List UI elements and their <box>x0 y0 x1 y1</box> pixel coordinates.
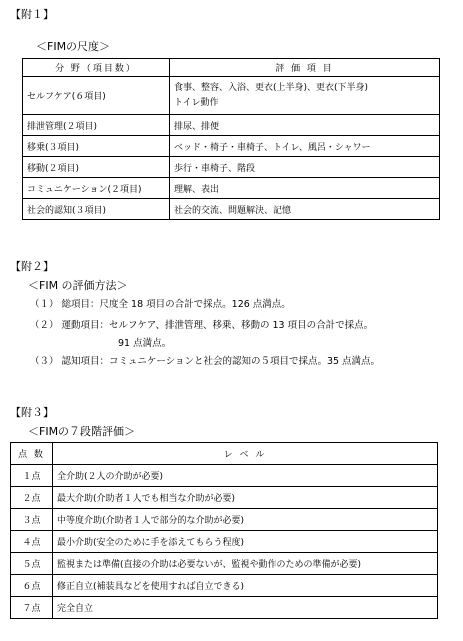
table-row <box>11 509 438 531</box>
items-cell: ベッド・椅子・車椅子、トイレ、風呂・シャワー <box>170 136 440 157</box>
field-cell: コミュニケーション(２項目) <box>23 178 170 199</box>
table-row <box>23 157 440 178</box>
table-row <box>23 199 440 220</box>
table-row <box>11 531 438 553</box>
score-cell: ４点 <box>11 531 53 553</box>
score-cell: ３点 <box>11 509 53 531</box>
level-cell: 最小介助(安全のために手を添えてもらう程度) <box>53 531 438 553</box>
appendix3-heading: 【附３】 <box>10 406 54 419</box>
header-score: 点 数 <box>11 443 53 465</box>
appendix2-subtitle: ＜FIM の評価方法＞ <box>28 279 128 292</box>
level-cell: 全介助(２人の介助が必要) <box>53 465 438 487</box>
score-cell: ５点 <box>11 553 53 575</box>
header-field: 分 野（項目数） <box>23 59 170 77</box>
items-line-1: 食事、整容、入浴、更衣(上半身)、更衣(下半身) <box>174 82 369 93</box>
table-header-row <box>23 59 440 77</box>
table-row <box>11 465 438 487</box>
fim-level-table <box>10 442 438 619</box>
table-row <box>11 553 438 575</box>
level-cell: 修正自立(補装具などを使用すれば自立できる) <box>53 575 438 597</box>
fim-scale-table <box>22 58 440 220</box>
table-row <box>23 136 440 157</box>
score-cell: １点 <box>11 465 53 487</box>
appendix2-heading: 【附２】 <box>10 260 54 273</box>
level-cell: 完全自立 <box>53 597 438 619</box>
field-cell: セルフケア(６項目) <box>23 77 170 115</box>
field-cell: 社会的認知(３項目) <box>23 199 170 220</box>
level-cell: 最大介助(介助者１人でも相当な介助が必要) <box>53 487 438 509</box>
method-item-motor: （２） 運動項目：セルフケア、排泄管理、移乗、移動の 13 項目の合計で採点。 <box>30 320 374 331</box>
level-cell: 中等度介助(介助者１人で部分的な介助が必要) <box>53 509 438 531</box>
header-level: レ ベ ル <box>53 443 438 465</box>
table-row <box>11 575 438 597</box>
field-cell: 移動(２項目) <box>23 157 170 178</box>
score-cell: ２点 <box>11 487 53 509</box>
appendix1-subtitle: ＜FIMの尺度＞ <box>36 40 111 53</box>
header-items: 評 価 項 目 <box>170 59 440 77</box>
field-cell: 移乗(３項目) <box>23 136 170 157</box>
method-item-motor-max: 91 点満点。 <box>118 338 172 349</box>
items-cell: 社会的交流、問題解決、記憶 <box>170 199 440 220</box>
score-cell: ６点 <box>11 575 53 597</box>
method-item-total: （１） 総項目：尺度全 18 項目の合計で採点。126 点満点。 <box>30 299 291 310</box>
level-cell: 監視または準備(直接の介助は必要ないが、監視や動作のための準備が必要) <box>53 553 438 575</box>
table-row <box>11 597 438 619</box>
table-row <box>23 115 440 136</box>
table-row <box>11 487 438 509</box>
appendix1-heading: 【附１】 <box>10 8 54 21</box>
method-item-cognitive: （３） 認知項目：コミュニケーションと社会的認知の５項目で採点。35 点満点。 <box>30 356 381 367</box>
appendix3-subtitle: ＜FIMの７段階評価＞ <box>28 425 136 438</box>
items-cell <box>170 77 440 115</box>
items-cell: 歩行・車椅子、階段 <box>170 157 440 178</box>
score-cell: ７点 <box>11 597 53 619</box>
items-line-2: トイレ動作 <box>174 97 219 108</box>
table-header-row <box>11 443 438 465</box>
table-row <box>23 178 440 199</box>
table-row <box>23 77 440 115</box>
items-cell: 排尿、排便 <box>170 115 440 136</box>
items-cell: 理解、表出 <box>170 178 440 199</box>
field-cell: 排泄管理(２項目) <box>23 115 170 136</box>
